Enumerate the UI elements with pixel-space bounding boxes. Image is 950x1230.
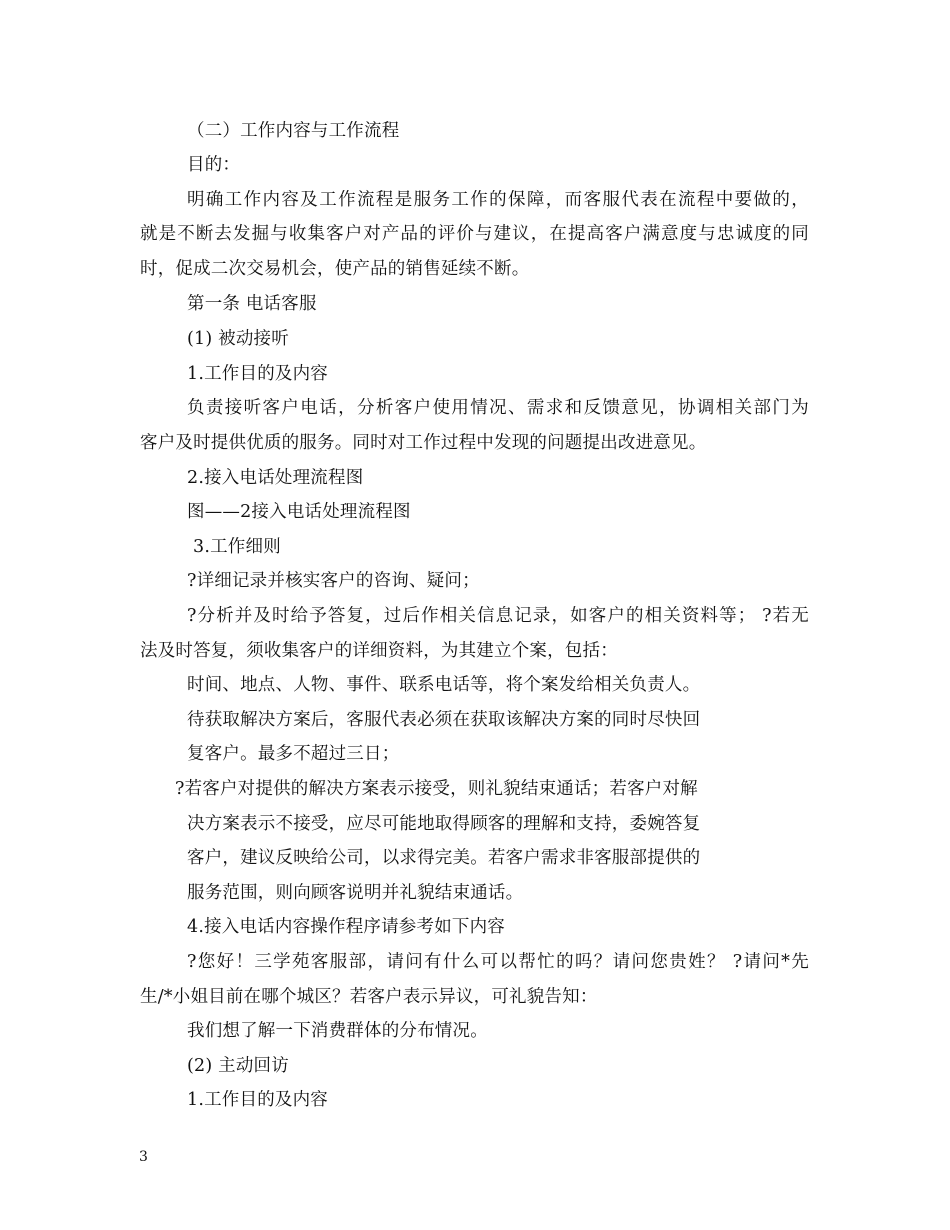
body-paragraph-line: 负责接听客户电话，分析客户使用情况、需求和反馈意见，协调相关部门为 — [187, 398, 809, 418]
subsection-heading: (2) 主动回访 — [187, 1056, 289, 1076]
page-number: 3 — [139, 1149, 148, 1165]
bullet-line: ?详细记录并核实客户的咨询、疑问； — [187, 571, 480, 591]
purpose-paragraph-line: 就是不断去发掘与收集客户对产品的评价与建议，在提高客户满意度与忠诚度的同 — [140, 224, 809, 244]
purpose-paragraph-line: 时，促成二次交易机会，使产品的销售延续不断。 — [140, 259, 530, 279]
item-heading: 2.接入电话处理流程图 — [187, 468, 364, 488]
bullet-line: ?若客户对提供的解决方案表示接受，则礼貌结束通话；若客户对解 — [175, 779, 698, 799]
body-line: 时间、地点、人物、事件、联系电话等，将个案发给相关负责人。 — [187, 675, 701, 695]
purpose-label: 目的： — [187, 155, 241, 175]
script-line: 生/*小姐目前在哪个城区？若客户表示异议，可礼貌告知： — [140, 987, 598, 1007]
body-line: 复客户。最多不超过三日； — [187, 744, 400, 764]
item-heading: 4.接入电话内容操作程序请参考如下内容 — [187, 917, 505, 937]
item-heading: 3.工作细则 — [193, 537, 281, 557]
figure-caption: 图——2接入电话处理流程图 — [187, 502, 411, 522]
body-paragraph-line: 客户及时提供优质的服务。同时对工作过程中发现的问题提出改进意见。 — [140, 433, 707, 453]
item-heading: 1.工作目的及内容 — [187, 1090, 328, 1110]
bullet-line: ?分析并及时给予答复，过后作相关信息记录，如客户的相关资料等； ?若无 — [187, 606, 809, 626]
script-line: 我们想了解一下消费群体的分布情况。 — [187, 1021, 488, 1041]
section-heading: （二）工作内容与工作流程 — [187, 121, 400, 141]
item-heading: 1.工作目的及内容 — [187, 364, 328, 384]
bullet-line: 法及时答复，须收集客户的详细资料，为其建立个案，包括： — [140, 641, 618, 661]
script-line: ?您好！三学苑客服部，请问有什么可以帮忙的吗？请问您贵姓？ ?请问*先 — [187, 952, 809, 972]
body-line: 决方案表示不接受，应尽可能地取得顾客的理解和支持，委婉答复 — [187, 814, 701, 834]
article-heading: 第一条 电话客服 — [187, 294, 317, 314]
purpose-paragraph-line: 明确工作内容及工作流程是服务工作的保障，而客服代表在流程中要做的， — [187, 190, 809, 210]
body-line: 客户，建议反映给公司，以求得完美。若客户需求非客服部提供的 — [187, 848, 701, 868]
body-line: 服务范围，则向顾客说明并礼貌结束通话。 — [187, 883, 524, 903]
subsection-heading: (1) 被动接听 — [187, 329, 289, 349]
body-line: 待获取解决方案后，客服代表必须在获取该解决方案的同时尽快回 — [187, 710, 701, 730]
